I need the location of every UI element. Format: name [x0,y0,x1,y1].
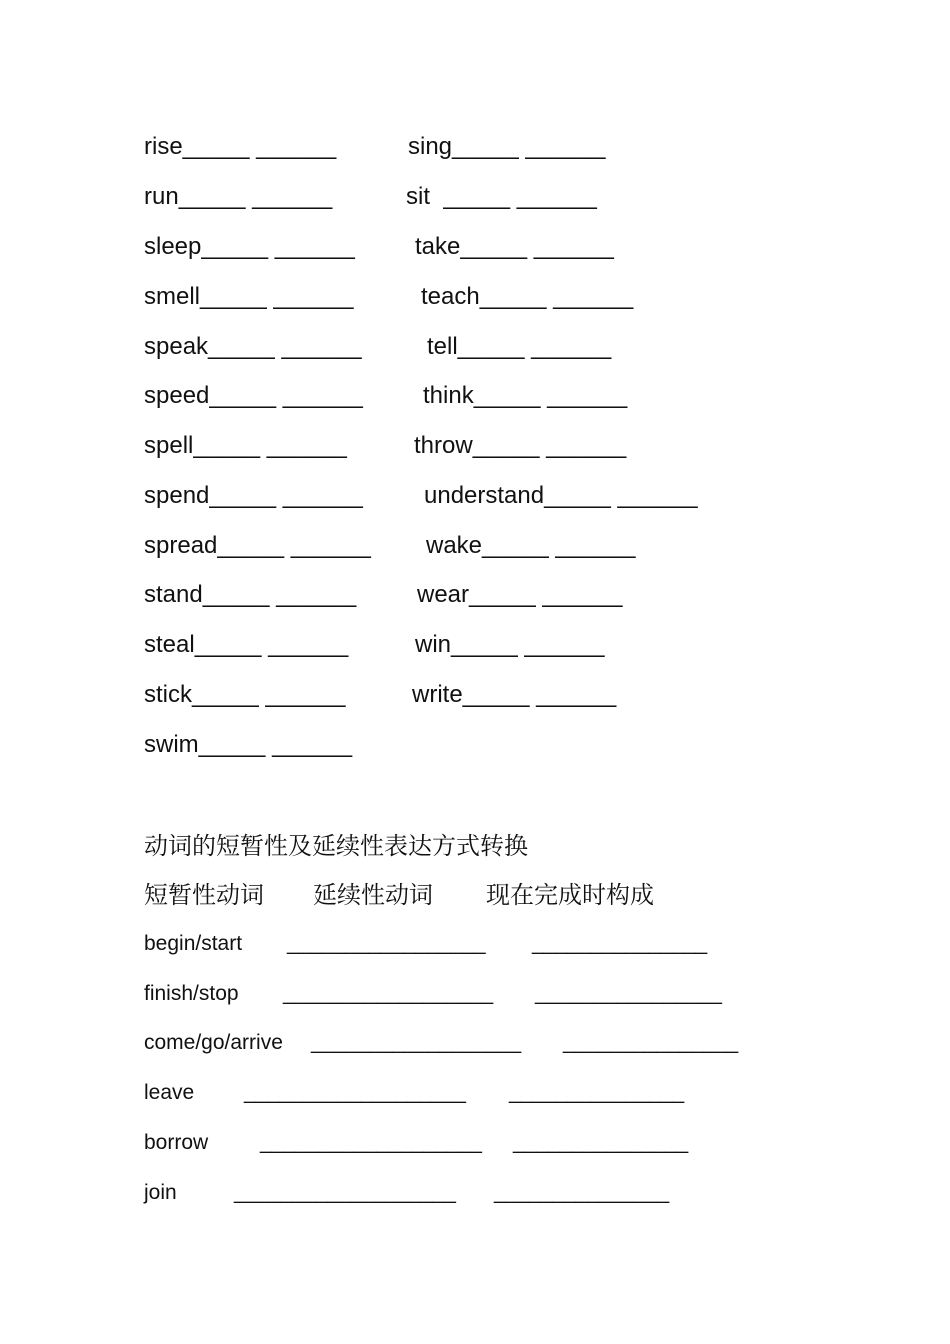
conversion-verb: finish/stop [144,982,239,1005]
verb-blank-left: stick_____ ______ [144,681,346,708]
conversion-verb: leave [144,1081,195,1104]
verb-blank-left: smell_____ ______ [144,283,354,310]
verb-blank-right: wear_____ ______ [417,581,623,608]
conversion-verb: come/go/arrive [144,1031,283,1054]
conversion-blank: ___________________ [234,1181,456,1204]
conversion-blank: ___________________ [260,1131,482,1154]
verb-blank-right: teach_____ ______ [421,283,634,310]
conversion-blank: ________________ [535,982,722,1005]
verb-blank-left: run_____ ______ [144,183,333,210]
conversion-verb: join [144,1181,177,1204]
verb-blank-right: wake_____ ______ [426,532,636,559]
verb-blank-right: take_____ ______ [415,233,614,260]
verb-blank-right: think_____ ______ [423,382,628,409]
verb-blank-left: rise_____ ______ [144,133,337,160]
conversion-blank: _______________ [494,1181,670,1204]
verb-blank-right: win_____ ______ [415,631,605,658]
section-title: 动词的短暂性及延续性表达方式转换 [144,832,528,860]
verb-blank-right: write_____ ______ [412,681,617,708]
verb-blank-left: spend_____ ______ [144,482,363,509]
column-header: 延续性动词 [313,881,433,909]
verb-blank-right: understand_____ ______ [424,482,698,509]
conversion-blank: _______________ [509,1081,685,1104]
conversion-verb: begin/start [144,932,243,955]
conversion-blank: __________________ [311,1031,522,1054]
conversion-blank: _______________ [532,932,708,955]
verb-blank-left: steal_____ ______ [144,631,349,658]
verb-blank-left: speed_____ ______ [144,382,363,409]
conversion-blank: _______________ [563,1031,739,1054]
conversion-blank: __________________ [283,982,494,1005]
conversion-blank: _______________ [513,1131,689,1154]
verb-blank-left: spell_____ ______ [144,432,347,459]
conversion-blank: ___________________ [244,1081,466,1104]
verb-blank-right: sit _____ ______ [406,183,597,210]
column-header: 短暂性动词 [144,881,264,909]
verb-blank-left: sleep_____ ______ [144,233,355,260]
conversion-blank: _________________ [287,932,486,955]
column-header: 现在完成时构成 [486,881,654,909]
conversion-verb: borrow [144,1131,209,1154]
verb-blank-left: swim_____ ______ [144,731,353,758]
verb-blank-left: speak_____ ______ [144,333,362,360]
verb-blank-right: sing_____ ______ [408,133,606,160]
verb-blank-left: stand_____ ______ [144,581,357,608]
verb-blank-left: spread_____ ______ [144,532,371,559]
verb-blank-right: throw_____ ______ [414,432,627,459]
verb-blank-right: tell_____ ______ [427,333,612,360]
